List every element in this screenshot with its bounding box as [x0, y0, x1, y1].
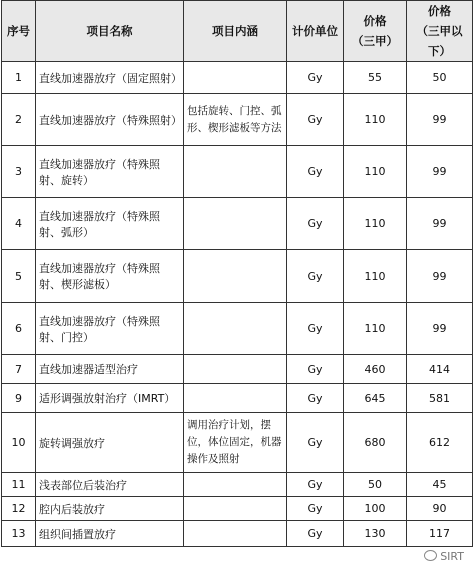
- cell-unit: Gy: [287, 355, 344, 384]
- cell-price-below3a: 50: [407, 62, 473, 94]
- table-row: [2, 497, 473, 521]
- cell-price-below3a: 414: [407, 355, 473, 384]
- table-row: [2, 413, 473, 473]
- cell-content: [184, 146, 287, 198]
- cell-price-below3a: 99: [407, 94, 473, 146]
- table-row: [2, 303, 473, 355]
- cell-name: 浅表部位后装治疗: [36, 473, 184, 497]
- cell-price-tier3a: 130: [344, 521, 407, 547]
- table-row: [2, 62, 473, 94]
- cell-seq: 4: [2, 198, 36, 250]
- cell-price-below3a: 612: [407, 413, 473, 473]
- cell-unit: Gy: [287, 303, 344, 355]
- cell-unit: Gy: [287, 250, 344, 303]
- cell-content: 包括旋转、门控、弧形、楔形滤板等方法: [184, 94, 287, 146]
- cell-seq: 12: [2, 497, 36, 521]
- header-price-below3a-line1: 价格: [428, 4, 451, 18]
- cell-seq: 11: [2, 473, 36, 497]
- cell-price-tier3a: 110: [344, 146, 407, 198]
- cell-price-below3a: 99: [407, 250, 473, 303]
- cell-price-tier3a: 110: [344, 303, 407, 355]
- cell-price-tier3a: 50: [344, 473, 407, 497]
- cell-price-tier3a: 645: [344, 384, 407, 413]
- cell-content: [184, 355, 287, 384]
- cell-seq: 2: [2, 94, 36, 146]
- cell-price-tier3a: 100: [344, 497, 407, 521]
- header-price-tier3a-line2: （三甲）: [352, 34, 398, 48]
- cell-name: 旋转调强放疗: [36, 413, 184, 473]
- cell-price-tier3a: 110: [344, 250, 407, 303]
- table-row: [2, 250, 473, 303]
- cell-unit: Gy: [287, 94, 344, 146]
- cell-seq: 13: [2, 521, 36, 547]
- cell-name: 直线加速器放疗（特殊照射、门控）: [36, 303, 184, 355]
- cell-content: [184, 384, 287, 413]
- table-row: [2, 198, 473, 250]
- watermark-text: SIRT: [440, 550, 464, 563]
- header-seq: 序号: [2, 1, 36, 62]
- cell-name: 直线加速器放疗（特殊照射）: [36, 94, 184, 146]
- cell-name: 直线加速器放疗（特殊照射、旋转）: [36, 146, 184, 198]
- table-row: [2, 355, 473, 384]
- wechat-icon: [424, 550, 437, 561]
- cell-seq: 7: [2, 355, 36, 384]
- cell-seq: 6: [2, 303, 36, 355]
- cell-unit: Gy: [287, 413, 344, 473]
- cell-name: 直线加速器适型治疗: [36, 355, 184, 384]
- cell-price-tier3a: 110: [344, 198, 407, 250]
- header-name: 项目名称: [36, 1, 184, 62]
- cell-content: [184, 473, 287, 497]
- table-row: [2, 94, 473, 146]
- cell-unit: Gy: [287, 146, 344, 198]
- cell-seq: 3: [2, 146, 36, 198]
- cell-content: [184, 62, 287, 94]
- cell-content: 调用治疗计划，摆位，体位固定，机器操作及照射: [184, 413, 287, 473]
- cell-name: 直线加速器放疗（特殊照射、弧形）: [36, 198, 184, 250]
- cell-seq: 9: [2, 384, 36, 413]
- cell-name: 直线加速器放疗（固定照射）: [36, 62, 184, 94]
- cell-content: [184, 497, 287, 521]
- cell-price-below3a: 99: [407, 198, 473, 250]
- cell-name: 适形调强放射治疗（IMRT）: [36, 384, 184, 413]
- cell-price-below3a: 581: [407, 384, 473, 413]
- cell-price-tier3a: 460: [344, 355, 407, 384]
- table-row: [2, 146, 473, 198]
- table-row: [2, 521, 473, 547]
- cell-name: 腔内后装放疗: [36, 497, 184, 521]
- header-content: 项目内涵: [184, 1, 287, 62]
- cell-price-below3a: 99: [407, 146, 473, 198]
- cell-seq: 1: [2, 62, 36, 94]
- cell-seq: 5: [2, 250, 36, 303]
- cell-price-below3a: 117: [407, 521, 473, 547]
- header-row: [2, 1, 473, 62]
- cell-unit: Gy: [287, 62, 344, 94]
- header-unit: 计价单位: [287, 1, 344, 62]
- cell-unit: Gy: [287, 497, 344, 521]
- cell-price-below3a: 90: [407, 497, 473, 521]
- header-price-tier3a-line1: 价格: [363, 14, 387, 28]
- cell-price-tier3a: 55: [344, 62, 407, 94]
- cell-price-below3a: 99: [407, 303, 473, 355]
- header-price-below3a: [407, 1, 473, 62]
- cell-content: [184, 521, 287, 547]
- cell-unit: Gy: [287, 473, 344, 497]
- cell-unit: Gy: [287, 198, 344, 250]
- price-table: [1, 0, 473, 547]
- header-price-below3a-line2: （三甲以下）: [416, 24, 463, 58]
- cell-content: [184, 250, 287, 303]
- cell-seq: 10: [2, 413, 36, 473]
- cell-content: [184, 303, 287, 355]
- table-row: [2, 384, 473, 413]
- cell-name: 组织间插置放疗: [36, 521, 184, 547]
- cell-price-tier3a: 110: [344, 94, 407, 146]
- watermark: [422, 550, 466, 563]
- cell-price-below3a: 45: [407, 473, 473, 497]
- table-row: [2, 473, 473, 497]
- cell-content: [184, 198, 287, 250]
- cell-name: 直线加速器放疗（特殊照射、楔形滤板）: [36, 250, 184, 303]
- cell-unit: Gy: [287, 384, 344, 413]
- cell-unit: Gy: [287, 521, 344, 547]
- cell-price-tier3a: 680: [344, 413, 407, 473]
- header-price-tier3a: [344, 1, 407, 62]
